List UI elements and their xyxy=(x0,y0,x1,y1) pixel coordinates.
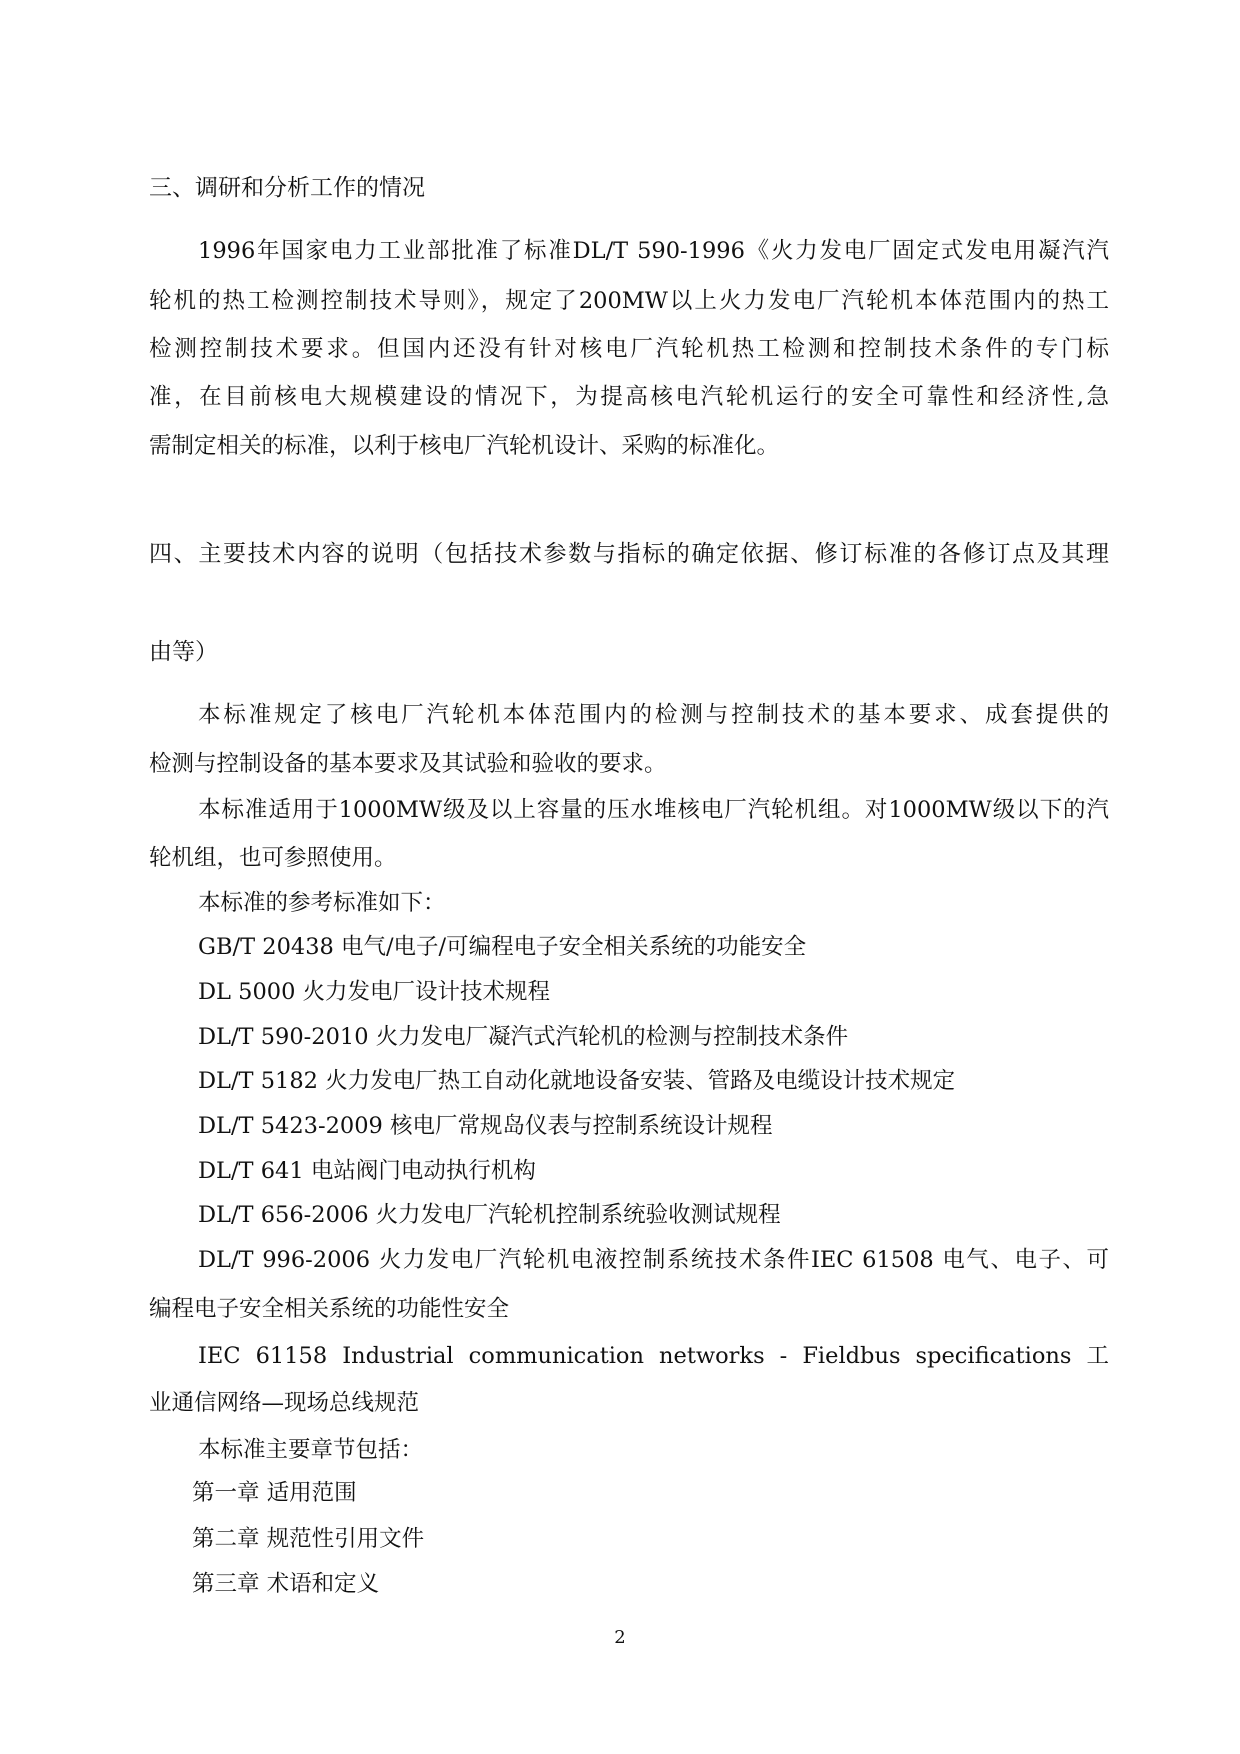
section-4-heading-cont: 由等） xyxy=(149,639,218,665)
reference-item: GB/T 20438 电气/电子/可编程电子安全相关系统的功能安全 xyxy=(198,934,807,960)
paragraph-line: 准，在目前核电大规模建设的情况下，为提高核电汽轮机运行的安全可靠性和经济性,急 xyxy=(149,384,1109,410)
reference-item: DL/T 656-2006 火力发电厂汽轮机控制系统验收测试规程 xyxy=(198,1202,781,1228)
reference-item: IEC 61158 Industrial communication networks - Fieldbus specifications 工 xyxy=(198,1343,1109,1369)
chapter-item: 第二章 规范性引用文件 xyxy=(192,1526,425,1552)
paragraph-line: 本标准主要章节包括： xyxy=(198,1437,424,1463)
section-4-heading: 四、主要技术内容的说明（包括技术参数与指标的确定依据、修订标准的各修订点及其理 xyxy=(149,541,1109,567)
paragraph-line: 检测与控制设备的基本要求及其试验和验收的要求。 xyxy=(149,751,667,777)
paragraph-line: 本标准适用于1000MW级及以上容量的压水堆核电厂汽轮机组。对1000MW级以下的汽 xyxy=(198,797,1109,823)
paragraph-line: 检测控制技术要求。但国内还没有针对核电厂汽轮机热工检测和控制技术条件的专门标 xyxy=(149,336,1109,362)
paragraph-line: 轮机的热工检测控制技术导则》，规定了200MW以上火力发电厂汽轮机本体范围内的热工 xyxy=(149,288,1109,314)
paragraph-line: 轮机组，也可参照使用。 xyxy=(149,845,397,871)
reference-item-cont: 编程电子安全相关系统的功能性安全 xyxy=(149,1296,510,1322)
chapter-item: 第三章 术语和定义 xyxy=(192,1571,380,1597)
reference-item: DL/T 5182 火力发电厂热工自动化就地设备安装、管路及电缆设计技术规定 xyxy=(198,1068,956,1094)
paragraph-line: 需制定相关的标准，以利于核电厂汽轮机设计、采购的标准化。 xyxy=(149,433,780,459)
reference-item: DL 5000 火力发电厂设计技术规程 xyxy=(198,979,551,1005)
reference-item-cont: 业通信网络—现场总线规范 xyxy=(149,1390,420,1416)
section-3-heading: 三、调研和分析工作的情况 xyxy=(149,175,425,201)
reference-item: DL/T 5423-2009 核电厂常规岛仪表与控制系统设计规程 xyxy=(198,1113,773,1139)
paragraph-line: 本标准的参考标准如下： xyxy=(198,890,446,916)
reference-item: DL/T 996-2006 火力发电厂汽轮机电液控制系统技术条件IEC 61508 电气、电子、可 xyxy=(198,1247,1109,1273)
reference-item: DL/T 641 电站阀门电动执行机构 xyxy=(198,1158,536,1184)
chapter-item: 第一章 适用范围 xyxy=(192,1480,357,1506)
reference-item: DL/T 590-2010 火力发电厂凝汽式汽轮机的检测与控制技术条件 xyxy=(198,1024,849,1050)
paragraph-line: 本标准规定了核电厂汽轮机本体范围内的检测与控制技术的基本要求、成套提供的 xyxy=(198,702,1109,728)
paragraph-line: 1996年国家电力工业部批准了标准DL/T 590-1996《火力发电厂固定式发电用凝汽汽 xyxy=(198,238,1109,264)
page-number: 2 xyxy=(614,1627,626,1648)
